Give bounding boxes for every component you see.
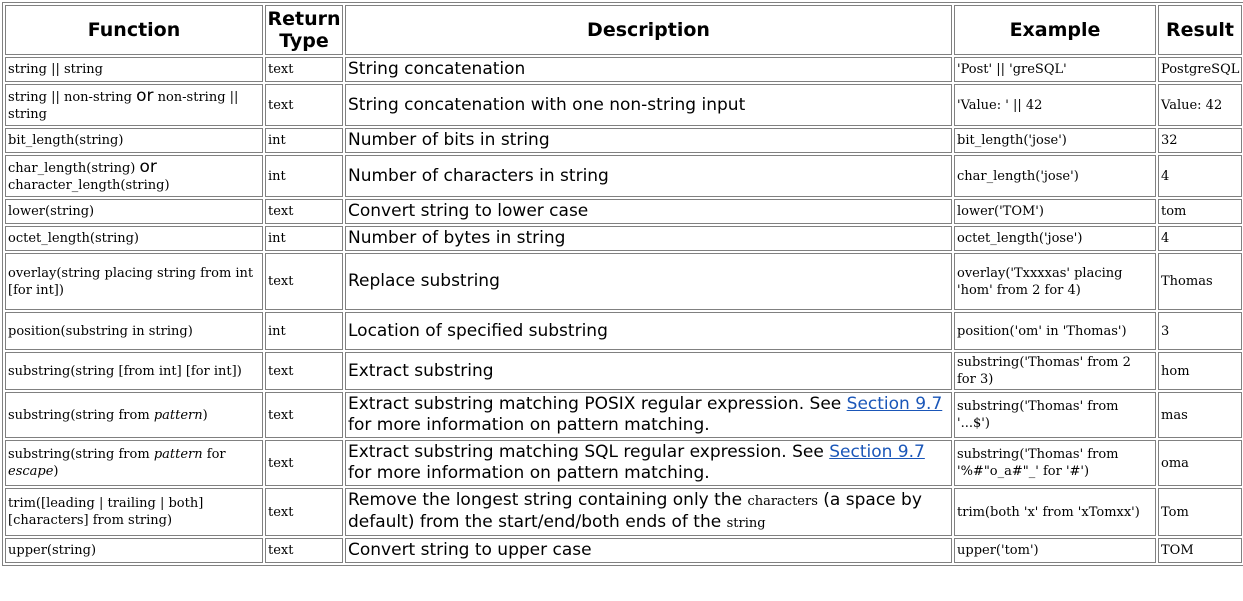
or-text: or xyxy=(139,156,157,177)
example-cell: trim(both 'x' from 'xTomxx') xyxy=(954,488,1156,536)
function-cell xyxy=(5,155,263,197)
header-example: Example xyxy=(954,5,1156,55)
function-cell: octet_length(string) xyxy=(5,226,263,251)
header-result: Result xyxy=(1158,5,1242,55)
example-cell: lower('TOM') xyxy=(954,199,1156,224)
function-cell: trim([leading | trailing | both] [characters] from string) xyxy=(5,488,263,536)
description-text-tail: for more information on pattern matching. xyxy=(348,415,710,435)
description-cell: Convert string to upper case xyxy=(345,538,952,563)
return-type-cell: text xyxy=(265,488,343,536)
description-text-mid: (a space by default) from the start/end/both ends of the xyxy=(348,490,922,532)
example-cell: 'Value: ' || 42 xyxy=(954,84,1156,126)
example-cell: overlay('Txxxxas' placing 'hom' from 2 for 4) xyxy=(954,253,1156,310)
result-cell: Tom xyxy=(1158,488,1242,536)
function-cell: upper(string) xyxy=(5,538,263,563)
description-cell: Extract substring xyxy=(345,352,952,390)
description-text: Extract substring matching SQL regular expression. See xyxy=(348,442,830,462)
table-row xyxy=(5,84,1242,126)
result-cell: 3 xyxy=(1158,312,1242,350)
table-row xyxy=(5,392,1242,438)
function-suffix: ) xyxy=(202,407,208,423)
table-row xyxy=(5,253,1242,310)
or-text: or xyxy=(136,85,154,106)
return-type-cell: text xyxy=(265,392,343,438)
example-cell: bit_length('jose') xyxy=(954,128,1156,153)
return-type-cell: text xyxy=(265,84,343,126)
example-cell: char_length('jose') xyxy=(954,155,1156,197)
description-cell: Location of specified substring xyxy=(345,312,952,350)
description-cell: Number of characters in string xyxy=(345,155,952,197)
function-signature-alt: character_length(string) xyxy=(8,177,170,193)
function-signature: string || non-string xyxy=(8,89,132,105)
return-type-cell: int xyxy=(265,128,343,153)
table-row xyxy=(5,226,1242,251)
function-cell: bit_length(string) xyxy=(5,128,263,153)
description-text: Remove the longest string containing only the xyxy=(348,490,748,510)
table-row xyxy=(5,352,1242,390)
function-prefix: substring(string from xyxy=(8,407,154,423)
header-description: Description xyxy=(345,5,952,55)
example-cell: substring('Thomas' from '%#"o_a#"_' for '#') xyxy=(954,440,1156,486)
table-row xyxy=(5,440,1242,486)
characters-code: characters xyxy=(747,494,818,509)
function-prefix: substring(string from xyxy=(8,447,154,462)
result-cell: tom xyxy=(1158,199,1242,224)
example-cell: position('om' in 'Thomas') xyxy=(954,312,1156,350)
example-cell: 'Post' || 'greSQL' xyxy=(954,57,1156,82)
example-cell: octet_length('jose') xyxy=(954,226,1156,251)
table-row xyxy=(5,199,1242,224)
return-type-cell: text xyxy=(265,57,343,82)
function-cell xyxy=(5,84,263,126)
function-cell: string || string xyxy=(5,57,263,82)
return-type-cell: int xyxy=(265,226,343,251)
section-9-7-link[interactable]: Section 9.7 xyxy=(829,442,925,462)
result-cell: Value: 42 xyxy=(1158,84,1242,126)
return-type-cell: text xyxy=(265,440,343,486)
example-cell: substring('Thomas' from 2 for 3) xyxy=(954,352,1156,390)
pattern-param: pattern xyxy=(153,407,203,423)
function-suffix: ) xyxy=(53,464,59,479)
table-row xyxy=(5,312,1242,350)
description-cell xyxy=(345,440,952,486)
header-return-type: Return Type xyxy=(265,5,343,55)
description-cell: String concatenation xyxy=(345,57,952,82)
function-cell xyxy=(5,392,263,438)
result-cell: PostgreSQL xyxy=(1158,57,1242,82)
description-cell: Replace substring xyxy=(345,253,952,310)
table-row xyxy=(5,57,1242,82)
string-functions-table xyxy=(2,2,1243,566)
result-cell: Thomas xyxy=(1158,253,1242,310)
example-cell: substring('Thomas' from '...$') xyxy=(954,392,1156,438)
description-text-tail: for more information on pattern matching. xyxy=(348,463,710,483)
function-signature-alt: non-string || string xyxy=(8,89,239,122)
table-row xyxy=(5,538,1242,563)
result-cell: 4 xyxy=(1158,155,1242,197)
function-middle: for xyxy=(202,447,226,462)
function-signature: char_length(string) xyxy=(8,160,136,176)
result-cell: 32 xyxy=(1158,128,1242,153)
function-cell: substring(string [from int] [for int]) xyxy=(5,352,263,390)
function-cell: lower(string) xyxy=(5,199,263,224)
function-cell: position(substring in string) xyxy=(5,312,263,350)
escape-param: escape xyxy=(8,464,54,479)
description-cell xyxy=(345,392,952,438)
description-text: Extract substring matching POSIX regular expression. See xyxy=(348,394,847,414)
return-type-cell: int xyxy=(265,155,343,197)
return-type-cell: text xyxy=(265,352,343,390)
table-row xyxy=(5,488,1242,536)
pattern-param: pattern xyxy=(153,447,203,462)
return-type-cell: int xyxy=(265,312,343,350)
result-cell: 4 xyxy=(1158,226,1242,251)
description-cell: Convert string to lower case xyxy=(345,199,952,224)
string-code: string xyxy=(726,516,766,531)
table-row xyxy=(5,128,1242,153)
header-row xyxy=(5,5,1242,55)
table-row xyxy=(5,155,1242,197)
function-cell: overlay(string placing string from int [for int]) xyxy=(5,253,263,310)
header-function: Function xyxy=(5,5,263,55)
result-cell: hom xyxy=(1158,352,1242,390)
section-9-7-link[interactable]: Section 9.7 xyxy=(846,394,943,414)
function-cell xyxy=(5,440,263,486)
description-cell: String concatenation with one non-string input xyxy=(345,84,952,126)
description-cell: Number of bits in string xyxy=(345,128,952,153)
description-cell: Number of bytes in string xyxy=(345,226,952,251)
return-type-cell: text xyxy=(265,253,343,310)
return-type-cell: text xyxy=(265,199,343,224)
return-type-cell: text xyxy=(265,538,343,563)
description-cell xyxy=(345,488,952,536)
result-cell: mas xyxy=(1158,392,1242,438)
result-cell: oma xyxy=(1158,440,1242,486)
example-cell: upper('tom') xyxy=(954,538,1156,563)
result-cell: TOM xyxy=(1158,538,1242,563)
